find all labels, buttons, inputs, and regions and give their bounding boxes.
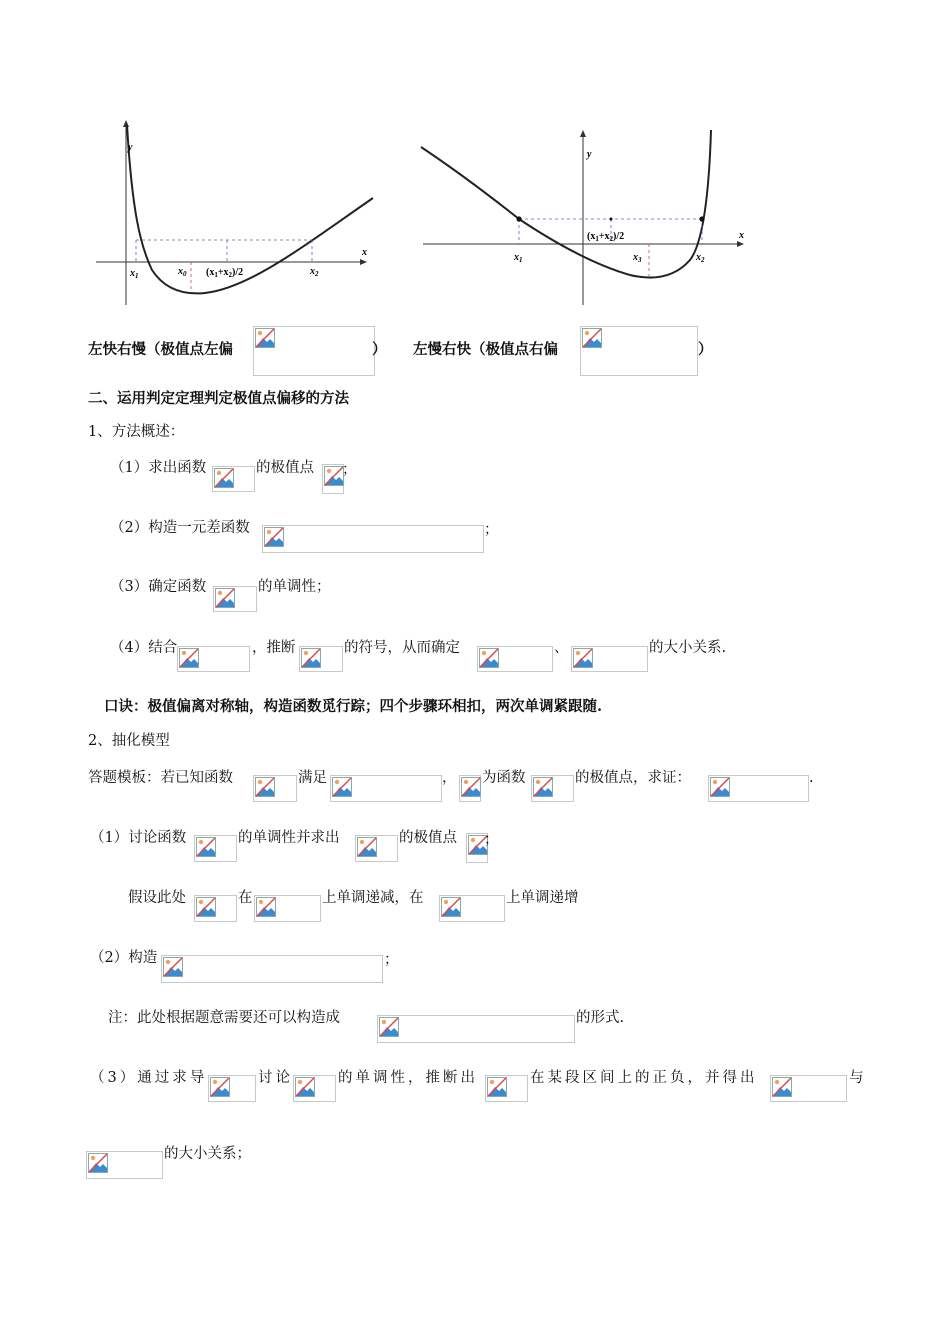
right-label-midpoint: $(x_1+x_2)/2$ xyxy=(587,231,625,243)
assume-a: 假设此处 xyxy=(128,890,186,906)
template-b: 满足 xyxy=(298,770,327,786)
model-1-d: ； xyxy=(484,832,499,848)
caption-right: 左慢右快（极值点右偏 xyxy=(413,341,558,358)
formula-image xyxy=(161,955,383,983)
broken-image-icon xyxy=(573,648,593,668)
formula-image xyxy=(459,775,481,802)
caption-right-close: ） xyxy=(698,341,713,358)
formula-image xyxy=(299,646,343,672)
step-3-b: 的单调性； xyxy=(258,579,331,595)
formula-image xyxy=(194,835,237,862)
broken-image-icon xyxy=(441,897,461,917)
y-arrow-icon xyxy=(580,130,586,137)
broken-image-icon xyxy=(772,1077,792,1097)
broken-image-icon xyxy=(255,777,275,797)
formula-image xyxy=(571,646,648,672)
left-curve xyxy=(127,125,373,293)
y-arrow-icon xyxy=(123,120,129,127)
point-x2 xyxy=(699,216,704,221)
mnemonic: 口诀：极值偏离对称轴，构造函数觅行踪；四个步骤环相扣，两次单调紧跟随. xyxy=(104,698,603,715)
formula-image xyxy=(86,1151,163,1179)
left-label-x2: $x_2$ xyxy=(310,266,319,278)
broken-image-icon xyxy=(379,1017,399,1037)
broken-image-icon xyxy=(324,466,344,486)
step-1-b: 的极值点 xyxy=(256,460,314,476)
formula-image xyxy=(477,646,553,672)
note-b: 的形式. xyxy=(576,1010,625,1026)
assume-c: 上单调递减，在 xyxy=(322,890,424,906)
formula-image xyxy=(293,1075,336,1102)
left-label-x1: $x_1$ xyxy=(130,268,139,280)
template-f: . xyxy=(809,770,814,786)
step-1-a: （1）求出函数 xyxy=(110,460,207,476)
broken-image-icon xyxy=(196,897,216,917)
broken-image-icon xyxy=(215,588,235,608)
step-4-d: 、 xyxy=(554,640,569,656)
x-arrow-icon xyxy=(360,259,367,265)
formula-image xyxy=(485,1075,528,1102)
broken-image-icon xyxy=(163,957,183,977)
broken-image-icon xyxy=(214,468,234,488)
model-2-b: ； xyxy=(384,952,399,968)
step-4-b: ，推断 xyxy=(252,640,296,656)
step-2-a: （2）构造一元差函数 xyxy=(110,520,250,536)
formula-image xyxy=(322,464,344,494)
model-3-a: （3）通过求导 xyxy=(90,1070,208,1086)
formula-image xyxy=(439,895,505,922)
caption-left-close: ） xyxy=(372,341,387,358)
right-axis-y-label: y xyxy=(587,149,592,160)
broken-image-icon xyxy=(710,777,730,797)
broken-image-icon xyxy=(479,648,499,668)
model-1-c: 的极值点 xyxy=(399,830,457,846)
model-3-c: 的单调性，推断出 xyxy=(338,1070,478,1086)
model-3-d: 在某段区间上的正负，并得出 xyxy=(530,1070,758,1086)
left-label-x0: $x_0$ xyxy=(178,266,187,278)
left-label-midpoint: $(x_1+x_2)/2$ xyxy=(206,267,244,279)
broken-image-icon xyxy=(461,777,481,797)
step-1-c: ； xyxy=(342,462,357,478)
formula-image xyxy=(355,835,398,862)
right-graph xyxy=(415,125,755,310)
broken-image-icon xyxy=(487,1077,507,1097)
broken-image-icon xyxy=(301,648,321,668)
broken-image-icon xyxy=(533,777,553,797)
formula-image xyxy=(213,586,257,612)
step-2-b: ； xyxy=(484,522,499,538)
formula-image xyxy=(177,646,250,672)
template-c: ， xyxy=(442,770,457,786)
step-4-a: （4）结合 xyxy=(110,640,178,656)
formula-image xyxy=(212,466,255,492)
broken-image-icon xyxy=(295,1077,315,1097)
formula-image xyxy=(580,326,698,376)
right-curve xyxy=(421,130,711,278)
model-3-b: 讨论 xyxy=(258,1070,293,1086)
formula-image xyxy=(208,1075,256,1102)
x-arrow-icon xyxy=(737,241,744,247)
caption-left: 左快右慢（极值点左偏 xyxy=(88,341,233,358)
broken-image-icon xyxy=(582,328,602,348)
point-x1 xyxy=(516,216,521,221)
formula-image xyxy=(377,1015,575,1043)
model-1-a: （1）讨论函数 xyxy=(90,830,187,846)
broken-image-icon xyxy=(179,648,199,668)
formula-image xyxy=(770,1075,847,1102)
right-graph-axes xyxy=(423,135,737,305)
formula-image xyxy=(253,775,297,802)
formula-image xyxy=(254,895,321,922)
step-4-e: 的大小关系. xyxy=(649,640,727,656)
right-axis-x-label: x xyxy=(739,230,744,241)
left-axis-x-label: x xyxy=(362,247,367,258)
formula-image xyxy=(330,775,442,802)
left-axis-y-label: y xyxy=(128,142,133,153)
formula-image xyxy=(253,326,375,376)
point-mid xyxy=(610,218,613,221)
template-a: 答题模板：若已知函数 xyxy=(88,770,233,786)
model-3-e: 与 xyxy=(849,1070,864,1086)
right-label-x3: $x_3$ xyxy=(633,252,642,264)
broken-image-icon xyxy=(255,328,275,348)
left-graph xyxy=(90,120,380,310)
assume-d: 上单调递增 xyxy=(506,890,579,906)
section-heading: 二、运用判定定理判定极值点偏移的方法 xyxy=(88,390,349,407)
broken-image-icon xyxy=(210,1077,230,1097)
formula-image xyxy=(531,775,574,802)
broken-image-icon xyxy=(256,897,276,917)
formula-image xyxy=(708,775,809,802)
template-e: 的极值点，求证： xyxy=(575,770,691,786)
model-2-a: （2）构造 xyxy=(90,950,158,966)
subheading-method: 1、方法概述： xyxy=(88,424,185,440)
template-d: 为函数 xyxy=(482,770,526,786)
broken-image-icon xyxy=(264,527,284,547)
step-3-a: （3）确定函数 xyxy=(110,579,207,595)
model-3-f: 的大小关系； xyxy=(164,1146,251,1162)
model-1-b: 的单调性并求出 xyxy=(238,830,340,846)
assume-b: 在 xyxy=(238,890,253,906)
right-label-x1: $x_1$ xyxy=(514,252,523,264)
step-4-c: 的符号，从而确定 xyxy=(344,640,460,656)
formula-image xyxy=(194,895,237,922)
note-a: 注：此处根据题意需要还可以构造成 xyxy=(108,1010,340,1026)
formula-image xyxy=(262,525,484,553)
subheading-model: 2、抽化模型 xyxy=(88,733,170,749)
broken-image-icon xyxy=(88,1153,108,1173)
broken-image-icon xyxy=(196,837,216,857)
right-label-x2: $x_2$ xyxy=(696,252,705,264)
broken-image-icon xyxy=(357,837,377,857)
broken-image-icon xyxy=(332,777,352,797)
